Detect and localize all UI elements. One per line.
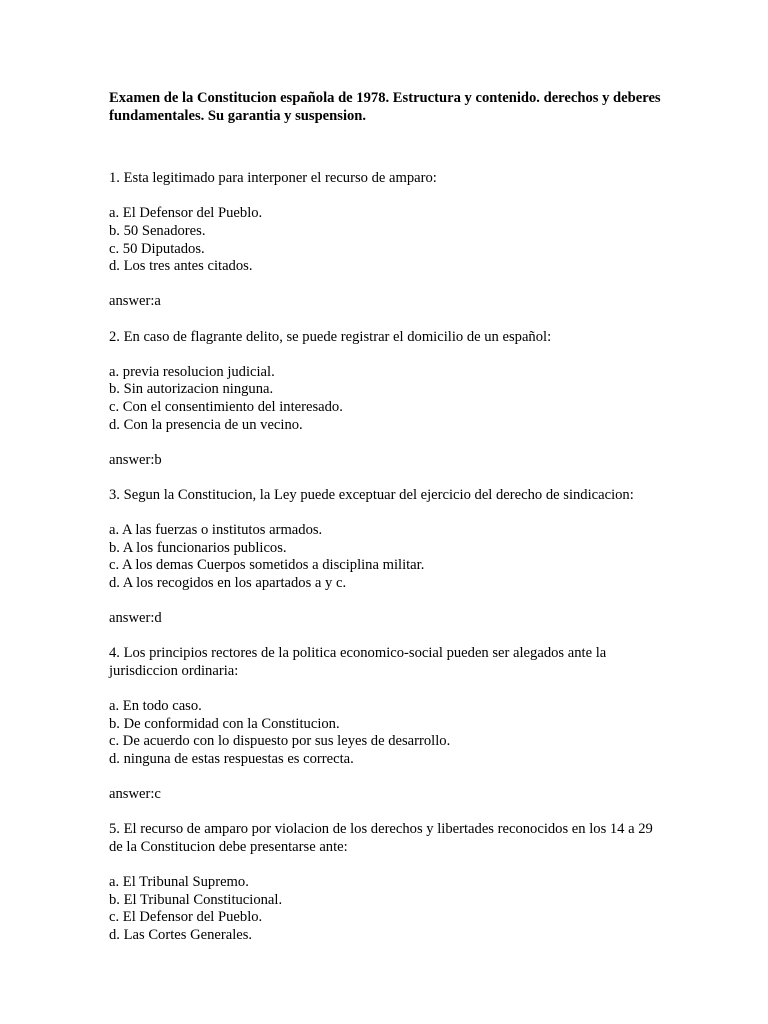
option-item: b. El Tribunal Constitucional. [109, 891, 283, 908]
options-list [109, 698, 669, 768]
option-item: a. previa resolucion judicial. [109, 363, 275, 380]
document-page [109, 90, 669, 962]
options-list [109, 205, 669, 275]
options-list [109, 364, 669, 434]
option-item: b. 50 Senadores. [109, 222, 206, 239]
option-item: c. A los demas Cuerpos sometidos a disciplina militar. [109, 557, 425, 574]
question-block [109, 329, 669, 470]
option-item: c. 50 Diputados. [109, 240, 205, 257]
option-item: a. A las fuerzas o institutos armados. [109, 522, 323, 539]
question-text: 2. En caso de flagrante delito, se puede registrar el domicilio de un español: [109, 328, 552, 345]
option-item: d. A los recogidos en los apartados a y c. [109, 574, 347, 591]
option-item: b. Sin autorizacion ninguna. [109, 381, 274, 398]
option-item: a. En todo caso. [109, 698, 202, 714]
question-block [109, 821, 669, 944]
option-item: c. El Defensor del Pueblo. [109, 909, 263, 926]
option-item: d. Las Cortes Generales. [109, 926, 253, 943]
option-item: a. El Defensor del Pueblo. [109, 205, 263, 222]
document-title: Examen de la Constitucion española de 1978. Estructura y contenido. derechos y deberes fundamentales. Su garantia y suspension. [109, 90, 661, 124]
question-text: 3. Segun la Constitucion, la Ley puede exceptuar del ejercicio del derecho de sindicacion: [109, 486, 634, 503]
question-text: 4. Los principios rectores de la politica economico-social pueden ser alegados ante la jurisdiccion ordinaria: [109, 645, 607, 679]
answer-text: answer:b [109, 451, 162, 468]
options-list [109, 522, 669, 592]
option-item: d. ninguna de estas respuestas es correcta. [109, 750, 354, 767]
question-text: 5. El recurso de amparo por violacion de los derechos y libertades reconocidos en los 14 a 29 de la Constitucion debe presentarse ante: [109, 821, 653, 855]
option-item: b. De conformidad con la Constitucion. [109, 715, 340, 732]
answer-text: answer:d [109, 610, 162, 627]
answer-text: answer:c [109, 785, 161, 802]
question-block [109, 487, 669, 628]
option-item: c. De acuerdo con lo dispuesto por sus leyes de desarrollo. [109, 733, 451, 750]
options-list [109, 874, 669, 944]
option-item: a. El Tribunal Supremo. [109, 873, 249, 890]
question-block [109, 170, 669, 311]
option-item: c. Con el consentimiento del interesado. [109, 398, 343, 415]
question-text: 1. Esta legitimado para interponer el recurso de amparo: [109, 170, 437, 187]
answer-text: answer:a [109, 293, 161, 310]
option-item: d. Con la presencia de un vecino. [109, 416, 303, 433]
option-item: b. A los funcionarios publicos. [109, 539, 287, 556]
option-item: d. Los tres antes citados. [109, 258, 253, 275]
question-block [109, 645, 669, 803]
